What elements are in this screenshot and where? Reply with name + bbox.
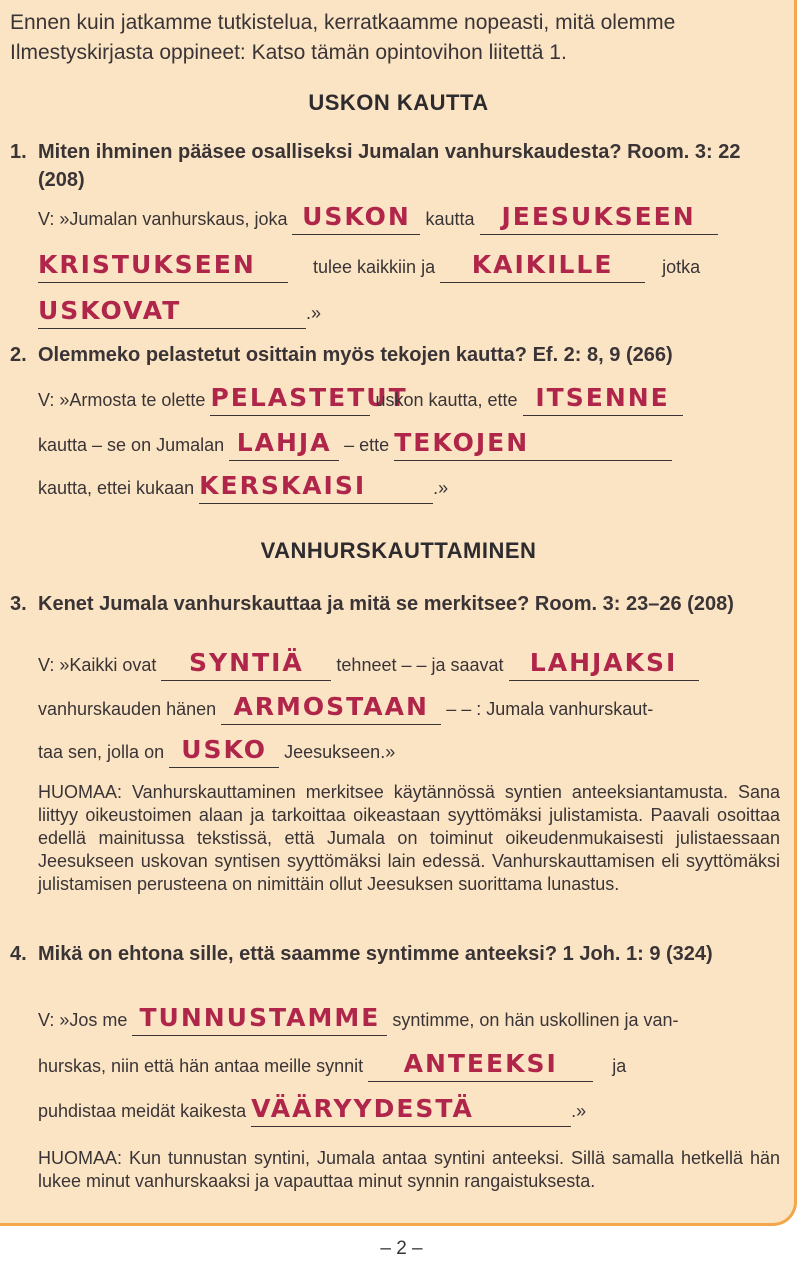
handwritten-answer: LAHJA bbox=[236, 428, 332, 457]
answer-text: taa sen, jolla on bbox=[38, 742, 165, 762]
handwritten-answer: ANTEEKSI bbox=[403, 1049, 558, 1078]
q3-note: HUOMAA: Vanhurskauttaminen merkitsee käytännössä syntien anteeksiantamusta. Sana liittyy oikeustoimen alaan ja tarkoittaa oikeastaan syyttömäksi julistamista. Paavali osoittaa edellä mainitussa tekstissä, että Jumala on toiminut oikeudenmukaisesti julistaessaan Jeesukseen uskovan syntisen syyttömäksi lain edessä. Vanhurskauttamisen eli syyttömäksi julistamisen perusteena on nimittäin ollut Jeesuksen suorittama lunastus. bbox=[38, 782, 780, 894]
handwritten-answer: ARMOSTAAN bbox=[233, 692, 429, 721]
question-text: Miten ihminen pääsee osalliseksi Jumalan vanhurskaudesta? Room. 3: 22 (208) bbox=[38, 141, 741, 191]
page-number: – 2 – bbox=[380, 1238, 423, 1259]
q1-answer-line-1 bbox=[38, 202, 778, 235]
handwritten-answer: KRISTUKSEEN bbox=[38, 250, 256, 279]
answer-blank bbox=[169, 735, 279, 768]
answer-text: .» bbox=[306, 303, 322, 323]
question-text: Olemmeko pelastetut osittain myös tekojen kautta? Ef. 2: 8, 9 (266) bbox=[38, 344, 673, 366]
q3-answer-line-1 bbox=[38, 648, 778, 681]
question-3 bbox=[10, 590, 780, 618]
answer-text: vanhurskauden hänen bbox=[38, 699, 217, 719]
handwritten-answer: TUNNUSTAMME bbox=[139, 1003, 381, 1032]
answer-blank bbox=[229, 428, 339, 461]
q3-answer-line-2 bbox=[38, 692, 778, 725]
answer-blank bbox=[38, 296, 306, 329]
answer-blank bbox=[210, 383, 408, 416]
handwritten-answer: PELASTETUT bbox=[210, 383, 408, 412]
handwritten-answer: TEKOJEN bbox=[394, 428, 530, 457]
answer-blank bbox=[221, 692, 441, 725]
answer-blank bbox=[440, 250, 645, 283]
question-text: Mikä on ehtona sille, että saamme syntimme anteeksi? 1 Joh. 1: 9 (324) bbox=[38, 943, 713, 965]
handwritten-answer: ITSENNE bbox=[535, 383, 670, 412]
answer-text: Jeesukseen.» bbox=[284, 742, 396, 762]
answer-text: tulee kaikkiin ja bbox=[313, 257, 436, 277]
question-number: 1. bbox=[10, 141, 27, 163]
answer-blank bbox=[292, 202, 420, 235]
q2-answer-line-3 bbox=[38, 471, 778, 504]
q2-answer-line-1 bbox=[38, 383, 778, 416]
answer-text: .» bbox=[571, 1101, 587, 1121]
answer-text: kautta, ettei kukaan bbox=[38, 478, 195, 498]
answer-text: – – : Jumala vanhurskaut- bbox=[446, 699, 654, 719]
handwritten-answer: USKOVAT bbox=[38, 296, 182, 325]
answer-text: kautta bbox=[425, 209, 475, 229]
q4-answer-line-2 bbox=[38, 1049, 778, 1082]
answer-blank bbox=[199, 471, 433, 504]
q1-answer-line-3 bbox=[38, 296, 778, 329]
answer-text: .» bbox=[433, 478, 449, 498]
answer-text: V: »Jumalan vanhurskaus, joka bbox=[38, 209, 288, 229]
handwritten-answer: KAIKILLE bbox=[471, 250, 614, 279]
intro-text: Ennen kuin jatkamme tutkistelua, kerratkaamme nopeasti, mitä olemme Ilmestyskirjasta oppineet: Katso tämän opintovihon liitettä 1. bbox=[10, 11, 676, 64]
q1-answer-line-2 bbox=[38, 250, 778, 283]
answer-blank bbox=[480, 202, 718, 235]
answer-blank bbox=[38, 250, 288, 283]
answer-blank bbox=[251, 1094, 571, 1127]
answer-text: V: »Jos me bbox=[38, 1010, 128, 1030]
handwritten-answer: SYNTIÄ bbox=[189, 648, 304, 677]
question-4 bbox=[10, 940, 780, 968]
answer-blank bbox=[523, 383, 683, 416]
q4-note: HUOMAA: Kun tunnustan syntini, Jumala antaa syntini anteeksi. Sillä samalla hetkellä hän lukee minut vanhurskaaksi ja vapauttaa minut synnin rangaistuksesta. bbox=[38, 1148, 780, 1191]
answer-text: puhdistaa meidät kaikesta bbox=[38, 1101, 247, 1121]
question-text: Kenet Jumala vanhurskauttaa ja mitä se merkitsee? Room. 3: 23–26 (208) bbox=[38, 593, 734, 615]
question-number: 3. bbox=[10, 593, 27, 615]
answer-text: syntimme, on hän uskollinen ja van- bbox=[392, 1010, 679, 1030]
handwritten-answer: LAHJAKSI bbox=[529, 648, 678, 677]
answer-blank bbox=[132, 1003, 387, 1036]
answer-blank bbox=[368, 1049, 593, 1082]
question-number: 2. bbox=[10, 344, 27, 366]
answer-blank bbox=[394, 428, 672, 461]
answer-blank bbox=[509, 648, 699, 681]
answer-text: jotka bbox=[662, 257, 701, 277]
section-title-vanhurskauttaminen: VANHURSKAUTTAMINEN bbox=[260, 538, 537, 563]
q4-answer-line-1 bbox=[38, 1003, 778, 1036]
answer-text: tehneet – – ja saavat bbox=[336, 655, 504, 675]
answer-text: ja bbox=[612, 1056, 627, 1076]
answer-text: V: »Kaikki ovat bbox=[38, 655, 157, 675]
answer-blank bbox=[161, 648, 331, 681]
handwritten-answer: USKON bbox=[302, 202, 411, 231]
answer-text: V: »Armosta te olette bbox=[38, 390, 206, 410]
question-1 bbox=[10, 138, 780, 191]
handwritten-answer: KERSKAISI bbox=[199, 471, 367, 500]
q4-answer-line-3 bbox=[38, 1094, 778, 1127]
q2-answer-line-2 bbox=[38, 428, 778, 461]
question-2 bbox=[10, 341, 780, 369]
answer-text: kautta – se on Jumalan bbox=[38, 435, 225, 455]
handwritten-answer: VÄÄRYYDESTÄ bbox=[251, 1094, 474, 1123]
answer-text: – ette bbox=[344, 435, 390, 455]
handwritten-answer: JEESUKSEEN bbox=[501, 202, 696, 231]
handwritten-answer: USKO bbox=[181, 735, 268, 764]
question-number: 4. bbox=[10, 943, 27, 965]
answer-text: uskon kautta, ette bbox=[375, 390, 518, 410]
answer-text: hurskas, niin että hän antaa meille synnit bbox=[38, 1056, 364, 1076]
q3-answer-line-3 bbox=[38, 735, 778, 768]
section-title-uskon-kautta: USKON KAUTTA bbox=[308, 90, 489, 115]
